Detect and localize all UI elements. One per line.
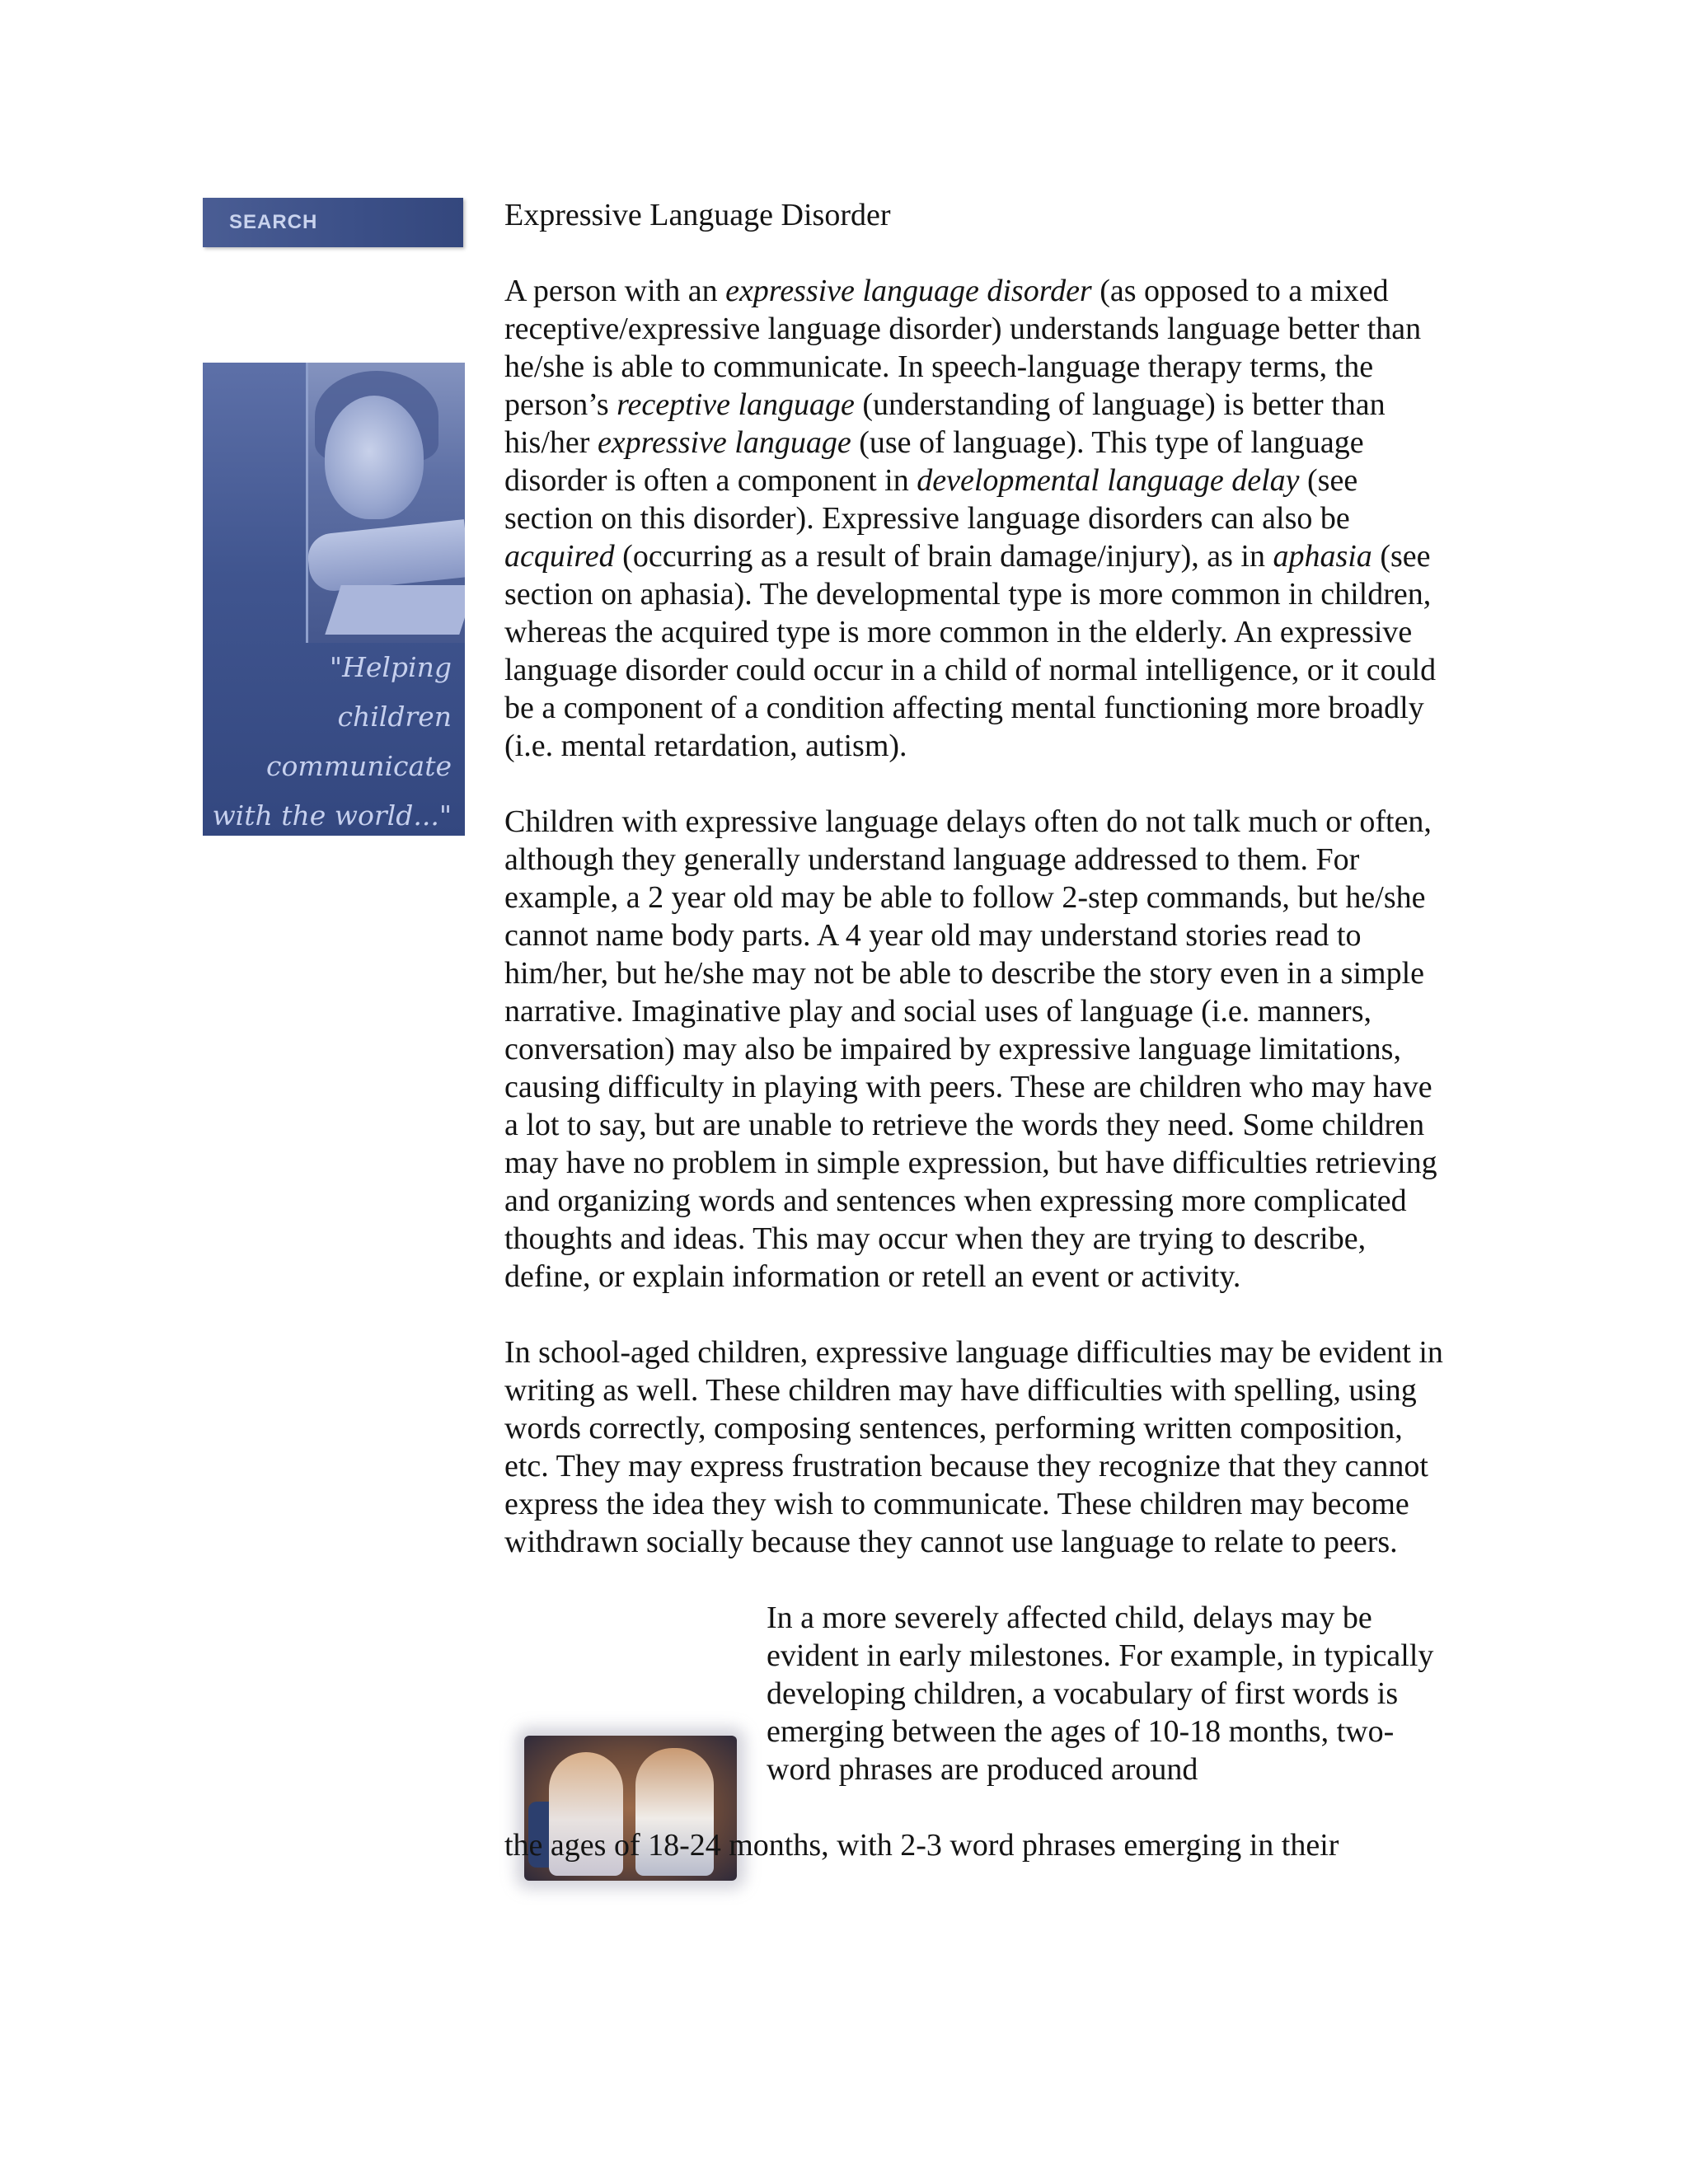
paragraph-school-aged: In school-aged children, expressive language difficulties may be evident in writing as well. These children may have difficulties with spelling, using words correctly, composing sentences, performing written composition, etc. They may express frustration because they recognize that they cannot express the idea they wish to communicate. These children may become withdrawn socially because they cannot use language to relate to peers. [504,1335,1443,1559]
banner-image [203,363,465,836]
paragraph-severe: In a more severely affected child, delays may be evident in early milestones. For example, in typically developing children, a vocabulary of first words is emerging between the ages of 10-18 months, two-word phrases are produced around [767,1601,1434,1787]
banner-quote-line: communicate [266,750,452,782]
search-button[interactable] [203,198,463,247]
paragraph-intro: A person with an expressive language disorder (as opposed to a mixed receptive/expressive language disorder) understands language better than he/she is able to communicate. In speech-language therapy terms, the person’s receptive language (understanding of language) is better than his/her expressive language (use of language). This type of language disorder is often a component in developmental language delay (see section on this disorder). Expressive language disorders can also be acquired (occurring as a result of brain damage/injury), as in aphasia (see section on aphasia). The developmental type is more common in children, whereas the acquired type is more common in the elderly. An expressive language disorder could occur in a child of normal intelligence, or it could be a component of a condition affecting mental functioning more broadly (i.e. mental retardation, autism). [504,274,1437,763]
banner-quote-line: with the world..." [212,799,452,832]
girl-photo [306,363,465,643]
banner-quote-line: "Helping [329,651,452,683]
banner-quote-line: children [337,701,452,733]
search-label: SEARCH [229,211,318,233]
banner-quote [204,643,452,836]
paragraph-severe-continued: the ages of 18-24 months, with 2-3 word phrases emerging in their [504,1828,1339,1863]
page-title: Expressive Language Disorder [504,198,891,232]
article [504,196,1452,1902]
paragraph-children: Children with expressive language delays often do not talk much or often, although they generally understand language addressed to them. For example, a 2 year old may be able to follow 2-step commands, but he/she cannot name body parts. A 4 year old may understand stories read to him/her, but he/she may not be able to describe the story even in a simple narrative. Imaginative play and social uses of language (i.e. manners, conversation) may also be impaired by expressive language limitations, causing difficulty in playing with peers. These are children who may have a lot to say, but are unable to retrieve the words they need. Some children may have no problem in simple expression, but have difficulties retrieving and organizing words and sentences when expressing more complicated thoughts and ideas. This may occur when they are trying to describe, define, or explain information or retell an event or activity. [504,804,1437,1294]
